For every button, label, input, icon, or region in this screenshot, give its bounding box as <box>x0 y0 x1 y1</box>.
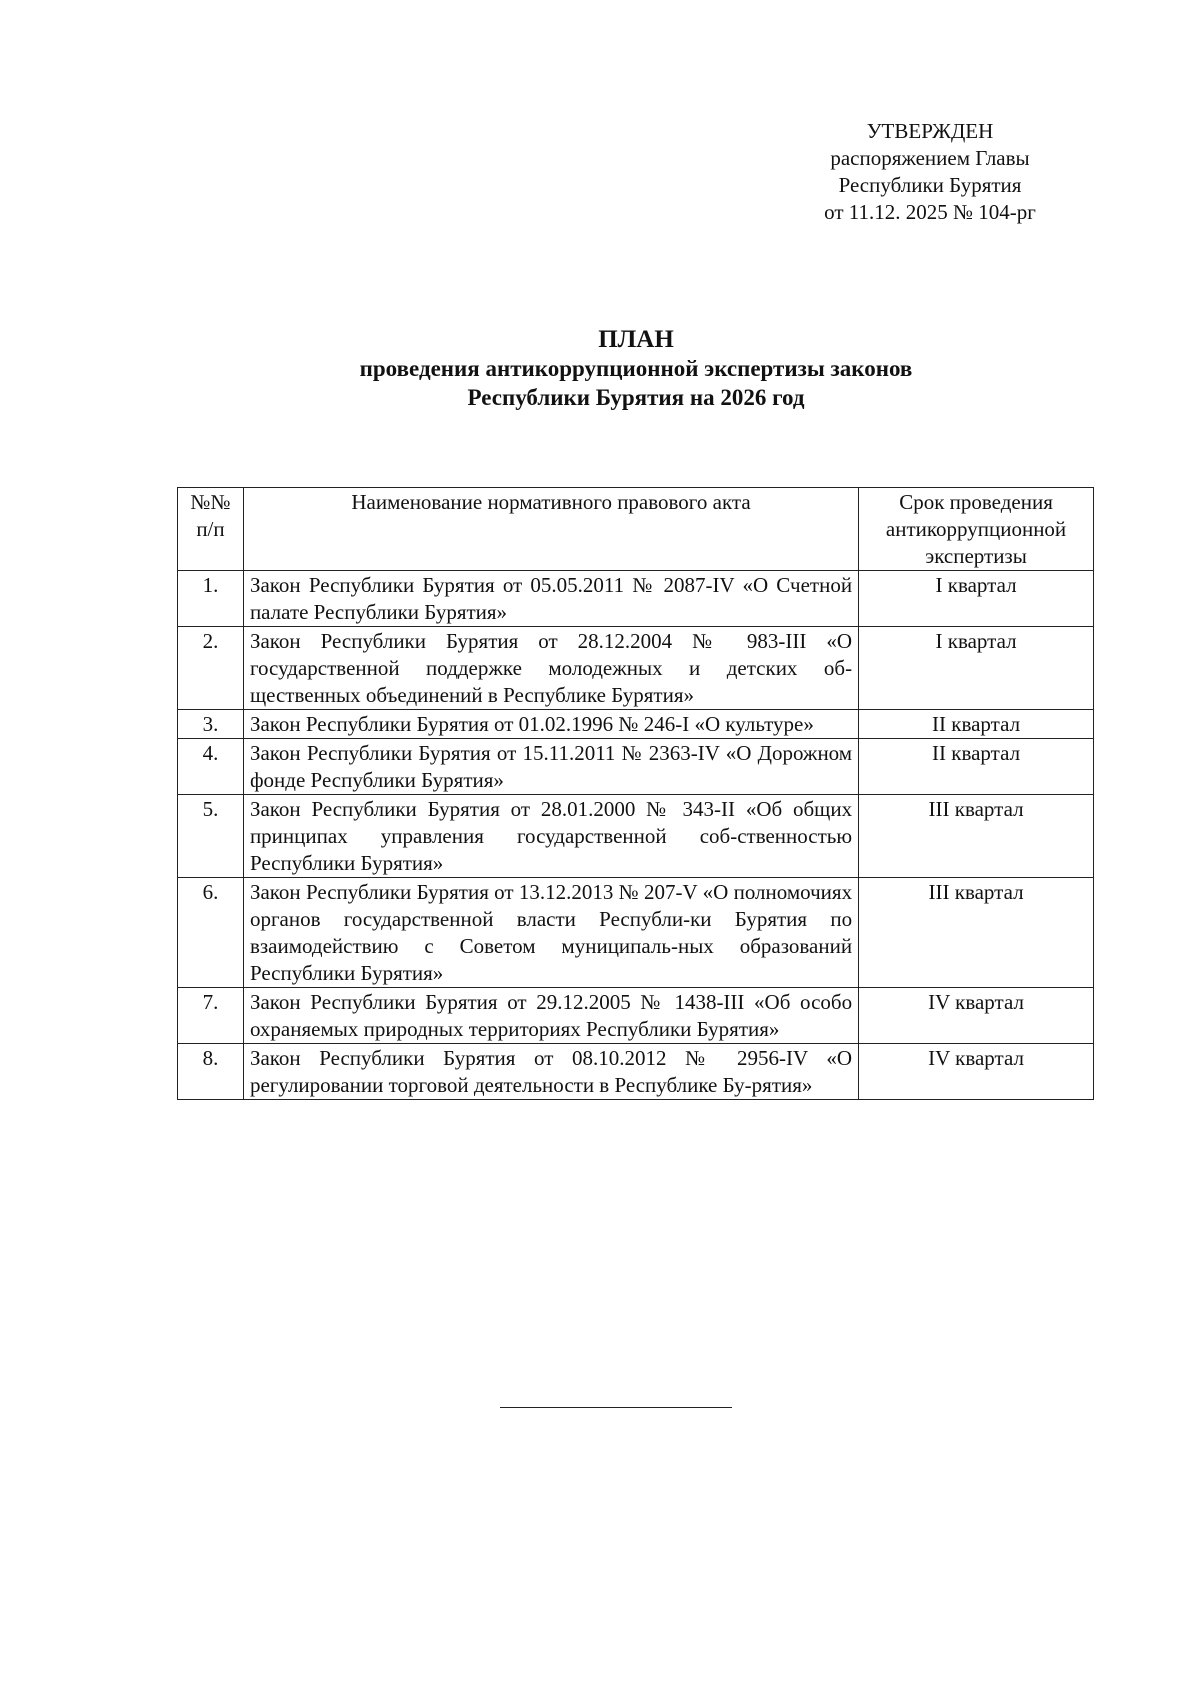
row-number: 7. <box>178 988 244 1044</box>
table-row <box>178 739 1094 795</box>
row-term: IV квартал <box>859 1044 1094 1100</box>
row-term: II квартал <box>859 710 1094 739</box>
header-number <box>178 488 244 571</box>
row-act-name: Закон Республики Бурятия от 05.05.2011 № 2087-IV «О Счетной палате Республики Бурятия» <box>243 571 858 627</box>
title-subject: проведения антикоррупционной экспертизы законов <box>359 356 913 381</box>
approval-status: УТВЕРЖДЕН <box>866 119 994 143</box>
header-act-name: Наименование нормативного правового акта <box>243 488 858 571</box>
row-number: 2. <box>178 627 244 710</box>
document-title <box>176 325 1096 412</box>
row-number: 1. <box>178 571 244 627</box>
row-number: 3. <box>178 710 244 739</box>
table-row <box>178 627 1094 710</box>
closing-separator-line <box>500 1407 732 1408</box>
header-term-line2: антикоррупционной <box>885 517 1067 541</box>
row-term: I квартал <box>859 571 1094 627</box>
row-act-name: Закон Республики Бурятия от 28.01.2000 № 343-II «Об общих принципах управления государственной соб-ственностью Республики Бурятия» <box>243 795 858 878</box>
row-act-name: Закон Республики Бурятия от 15.11.2011 № 2363-IV «О Дорожном фонде Республики Бурятия» <box>243 739 858 795</box>
header-term <box>859 488 1094 571</box>
plan-table <box>177 487 1094 1100</box>
table-row <box>178 988 1094 1044</box>
table-row <box>178 878 1094 988</box>
table-row <box>178 571 1094 627</box>
row-act-name: Закон Республики Бурятия от 08.10.2012 № 2956-IV «О регулировании торговой деятельности в Республике Бу-рятия» <box>243 1044 858 1100</box>
header-number-line2: п/п <box>196 517 225 541</box>
row-term: I квартал <box>859 627 1094 710</box>
approval-date-number: от 11.12. 2025 № 104-рг <box>824 200 1036 224</box>
row-act-name: Закон Республики Бурятия от 29.12.2005 № 1438-III «Об особо охраняемых природных территориях Республики Бурятия» <box>243 988 858 1044</box>
approval-issuer-line: распоряжением Главы <box>830 146 1030 170</box>
row-number: 6. <box>178 878 244 988</box>
row-term: III квартал <box>859 878 1094 988</box>
row-term: III квартал <box>859 795 1094 878</box>
row-term: II квартал <box>859 739 1094 795</box>
row-number: 8. <box>178 1044 244 1100</box>
table-row <box>178 795 1094 878</box>
header-term-line3: экспертизы <box>925 544 1027 568</box>
title-plan-word: ПЛАН <box>598 326 674 353</box>
row-number: 5. <box>178 795 244 878</box>
approval-stamp <box>780 118 1080 226</box>
row-number: 4. <box>178 739 244 795</box>
table-row <box>178 1044 1094 1100</box>
row-act-name: Закон Республики Бурятия от 28.12.2004 № 983-III «О государственной поддержке молодежных и детских об-щественных объединений в Республике Бурятия» <box>243 627 858 710</box>
table-header-row <box>178 488 1094 571</box>
title-scope: Республики Бурятия на 2026 год <box>467 385 805 410</box>
table-row <box>178 710 1094 739</box>
row-term: IV квартал <box>859 988 1094 1044</box>
approval-region-line: Республики Бурятия <box>838 173 1022 197</box>
header-term-line1: Срок проведения <box>899 490 1053 514</box>
row-act-name: Закон Республики Бурятия от 13.12.2013 № 207-V «О полномочиях органов государственной власти Республи-ки Бурятия по взаимодействию с Советом муниципаль-ных образований Республики Бурятия» <box>243 878 858 988</box>
row-act-name: Закон Республики Бурятия от 01.02.1996 № 246-I «О культуре» <box>243 710 858 739</box>
header-number-line1: №№ <box>190 490 231 514</box>
